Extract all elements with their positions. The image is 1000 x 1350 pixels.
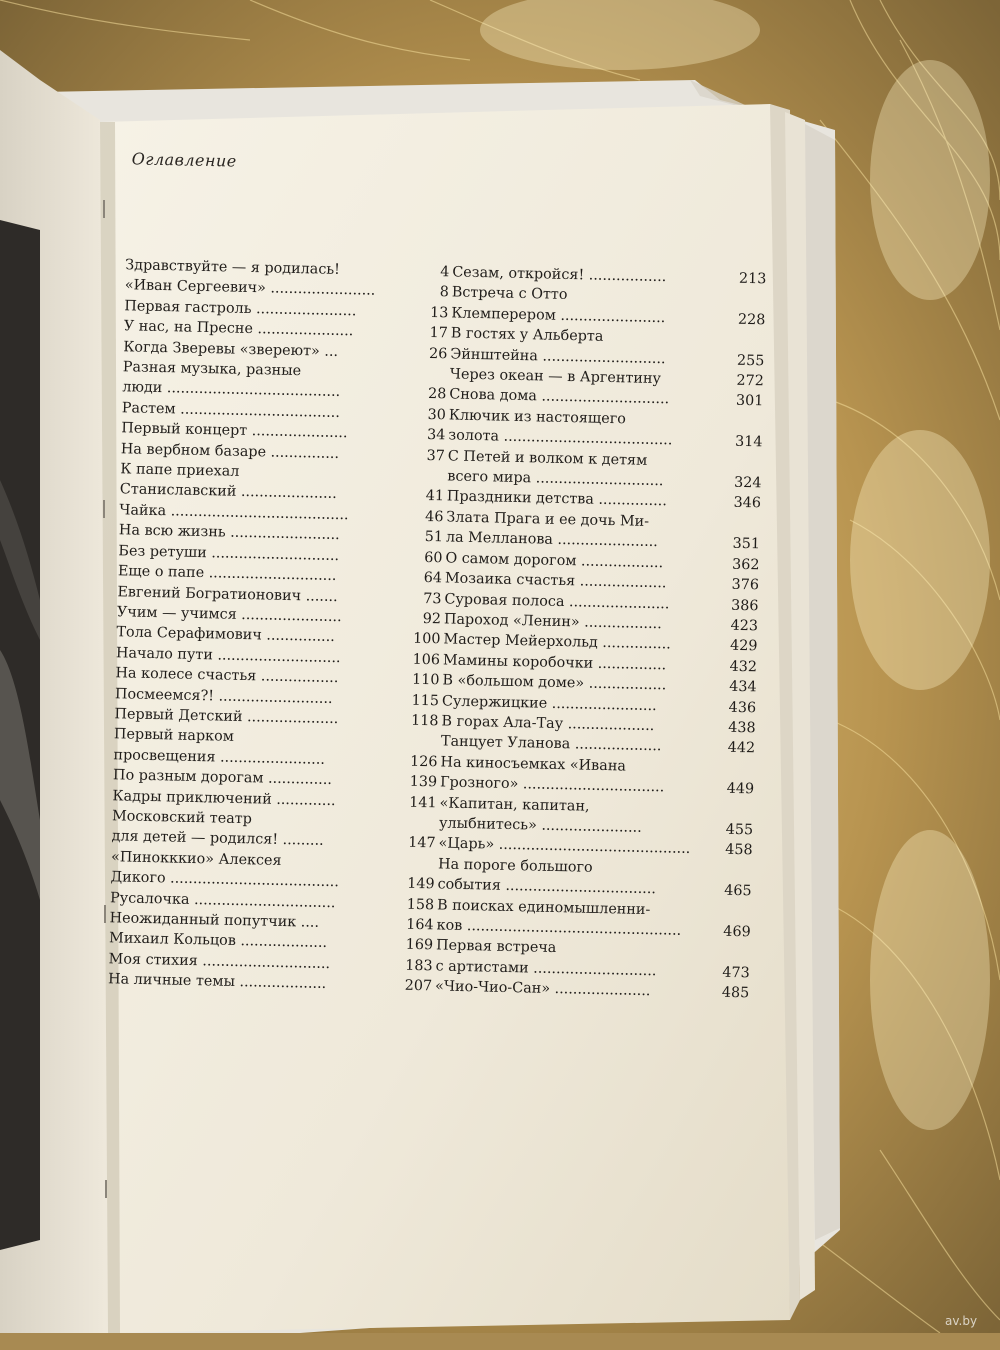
toc-entry-title: «Чио-Чио-Сан» ..................... — [434, 978, 651, 1000]
toc-entry-title: Злата Прага и ее дочь Ми- — [446, 509, 650, 530]
toc-entry-title: Первый Детский .................... — [114, 706, 339, 728]
toc-entry-page: 438 — [727, 719, 756, 737]
toc-entry-page: 8 — [439, 284, 449, 301]
toc-entry-title: «Иван Сергеевич» ....................... — [124, 277, 376, 300]
toc-entry-page: 37 — [426, 447, 446, 465]
toc-entry-page: 64 — [423, 570, 443, 587]
toc-entry-title: Русалочка ............................... — [109, 889, 336, 911]
toc-entry-title: события ................................. — [437, 876, 657, 898]
toc-entry-title: Кадры приключений ............. — [112, 787, 336, 809]
toc-entry-page: 141 — [408, 794, 437, 811]
toc-entry-page: 429 — [729, 638, 758, 655]
toc-entry-page: 183 — [405, 957, 433, 975]
toc-entry — [439, 752, 755, 799]
toc-entry — [111, 806, 436, 853]
toc-entry — [445, 507, 761, 554]
toc-entry-title: Первая встреча — [435, 937, 557, 957]
toc-entry-title: Посмеемся?! ......................... — [114, 685, 333, 707]
toc-entry — [447, 446, 762, 493]
toc-entry-page: 158 — [406, 896, 435, 913]
toc-entry-page: 17 — [429, 325, 449, 342]
toc-entry-title: В «большом доме» ................. — [442, 672, 667, 694]
toc-entry-title: Евгений Богратионович ....... — [117, 583, 338, 605]
toc-entry-title: Сулержицкие ....................... — [441, 692, 657, 714]
toc-entry — [437, 854, 752, 901]
toc-entry-page: 147 — [408, 835, 436, 852]
toc-entry-page: 458 — [725, 842, 753, 859]
toc-entry-title: На киносъемках «Ивана — [440, 754, 627, 775]
toc-entry-title: Эйнштейна ........................... — [450, 346, 666, 367]
toc-entry-page: 26 — [428, 345, 448, 362]
toc-entry-title: Праздники детства ............... — [446, 488, 668, 510]
toc-entry-title: Первая гастроль ...................... — [124, 298, 357, 320]
toc-entry-page: 164 — [406, 916, 434, 934]
toc-entry-title: люди ...................................... — [122, 379, 341, 401]
toc-entry-title: На всю жизнь ........................ — [118, 522, 340, 544]
toc-entry-title: с артистами ........................... — [435, 958, 657, 980]
toc-entry-title: Начало пути ........................... — [115, 644, 341, 666]
toc-entry — [122, 357, 447, 404]
toc-entry-title: Моя стихия ............................ — [108, 951, 331, 972]
toc-entry — [119, 459, 445, 506]
toc-entry-page: 376 — [731, 576, 760, 594]
toc-entry-title: Мастер Мейерхольд ............... — [443, 631, 672, 653]
toc-entry-title: ла Мелланова ...................... — [445, 529, 659, 551]
toc-entry-title: Танцует Уланова ................... — [440, 733, 662, 755]
toc-entry-title: Еще о папе ............................ — [117, 563, 337, 585]
toc-entry-title: На пороге большого — [437, 856, 593, 876]
toc-entry-title: Мозаика счастья ................... — [444, 570, 667, 592]
toc-entry-page: 46 — [424, 508, 444, 526]
toc-entry — [436, 895, 751, 942]
toc-entry-title: «Пинокккио» Алексея — [110, 848, 282, 869]
toc-entry — [435, 936, 750, 983]
toc-entry-page: 324 — [733, 474, 762, 492]
toc-entry-page: 149 — [407, 875, 435, 893]
toc-entry-page: 34 — [426, 427, 446, 444]
toc-entry-page: 92 — [422, 610, 442, 628]
toc-column-right — [434, 262, 767, 1003]
toc-entry-title: Тола Серафимович ............... — [116, 624, 335, 646]
toc-entry-title: Ключик из настоящего — [448, 407, 627, 428]
toc-entry-page: 228 — [737, 311, 766, 329]
toc-entry-title: золота ..................................... — [448, 427, 673, 449]
toc-entry-title: Здравствуйте — я родилась! — [125, 257, 341, 278]
toc-entry-page: 106 — [412, 651, 441, 669]
toc-entry-title: ков ............................................... — [436, 917, 682, 939]
toc-entry-title: Когда Зверевы «зверeют» ... — [123, 338, 339, 360]
toc-entry — [450, 324, 765, 371]
toc-entry-title: Суровая полоса ...................... — [444, 590, 670, 612]
toc-entry-page: 115 — [411, 692, 440, 709]
toc-entry-title: О самом дорогом .................. — [445, 550, 664, 571]
watermark: av.by — [945, 1314, 978, 1328]
toc-entry-title: «Капитан, капитан, — [439, 794, 590, 815]
toc-entry-page: 455 — [725, 821, 754, 839]
toc-entry-title: Мамины коробочки ............... — [442, 652, 667, 674]
toc-entry-title: В поисках единомышленни- — [436, 897, 651, 918]
toc-entry-page: 301 — [735, 393, 764, 410]
toc-entry-page: 4 — [439, 264, 450, 281]
toc-entry-page: 432 — [729, 658, 758, 676]
toc-entry-page: 13 — [429, 304, 449, 322]
toc-entry-page: 30 — [427, 406, 447, 424]
toc-entry-page: 442 — [727, 740, 756, 757]
toc-entry-title: «Царь» .......................................... — [438, 835, 691, 858]
toc-entry-page: 139 — [409, 773, 438, 791]
toc-entry — [110, 847, 435, 894]
toc-entry-page: 28 — [427, 386, 447, 403]
toc-entry-title: По разным дорогам .............. — [112, 767, 333, 789]
toc-entry-page: 60 — [423, 549, 443, 567]
toc-entry-page: 469 — [723, 923, 751, 941]
toc-entry-title: Встреча с Отто — [451, 284, 568, 304]
toc-entry-title: Грозного» ............................... — [439, 774, 665, 796]
toc-entry-title: Снова дома ............................ — [449, 386, 670, 408]
toc-entry-page: 110 — [411, 671, 440, 689]
toc-entry — [438, 793, 754, 840]
toc-entry-title: просвещения ....................... — [113, 746, 326, 768]
toc-entry-page: 449 — [726, 780, 755, 798]
toc-entry-page: 73 — [423, 590, 442, 607]
toc-entry-title: Клемперером ....................... — [451, 305, 666, 326]
toc-entry-title: К папе приехал — [120, 461, 240, 480]
toc-entry-title: На колесе счастья ................. — [115, 665, 339, 687]
toc-entry-title: Учим — учимся ...................... — [116, 604, 342, 626]
toc-entry-page: 272 — [736, 372, 765, 390]
toc-entry-title: Дикого ..................................... — [110, 869, 340, 891]
toc-entry-title: В горах Ала-Тау ................... — [441, 713, 655, 735]
toc-entry-page: 386 — [730, 597, 759, 614]
toc-entry-title: Разная музыка, разные — [122, 359, 302, 380]
toc-entry-title: Растем ................................... — [121, 400, 341, 421]
toc-entry-title: Без ретуши ............................ — [118, 542, 340, 564]
toc-entry-title: В гостях у Альберта — [450, 325, 604, 346]
toc-entry-page: 314 — [734, 433, 763, 451]
toc-entry-page: 41 — [425, 488, 445, 505]
toc-entry-title: улыбнитесь» ...................... — [438, 815, 642, 836]
toc-entry-page: 362 — [731, 556, 760, 574]
toc-entry-title: На личные темы ................... — [107, 971, 327, 993]
toc-entry — [113, 725, 438, 772]
toc-entry-title: Станиславский ..................... — [119, 481, 337, 503]
toc-entry-page: 126 — [409, 753, 438, 771]
toc-entry-title: Первый нарком — [113, 726, 235, 746]
toc-entry-page: 346 — [733, 495, 762, 512]
toc-entry-page: 465 — [724, 882, 752, 900]
toc-entry-title: На вербном базаре ............... — [120, 440, 340, 462]
toc-entry-page: 118 — [410, 712, 439, 730]
toc-entry-title: Сезам, откройся! ................. — [452, 264, 667, 286]
toc-entry-title: Неожиданный попутчик .... — [109, 910, 320, 931]
toc-entry-title: Через океан — в Аргентину — [449, 366, 662, 388]
toc-entry-page: 485 — [721, 984, 750, 1002]
toc-entry-page: 351 — [732, 536, 761, 553]
toc-entry-page: 436 — [728, 699, 757, 716]
toc-entry-page: 473 — [722, 964, 750, 982]
toc-column-left — [107, 255, 450, 996]
toc-entry-title: Чайка ....................................... — [119, 502, 349, 524]
toc-entry-page: 255 — [736, 352, 765, 369]
toc-entry-title: Пароход «Ленин» ................. — [443, 611, 662, 633]
toc-entry-title: У нас, на Пресне ..................... — [123, 318, 354, 340]
toc-entry-page: 51 — [424, 529, 444, 546]
toc-entry-title: Первый концерт ..................... — [121, 420, 348, 442]
toc-entry — [451, 283, 766, 330]
toc-title: Оглавление — [131, 149, 237, 171]
toc-entry-title: Московский театр — [111, 808, 253, 828]
toc-entry-page: 207 — [404, 977, 433, 995]
toc-entry-title: С Петей и волком к детям — [447, 448, 648, 469]
toc-entry — [448, 405, 763, 452]
toc-entry-page: 423 — [730, 617, 759, 635]
toc-entry-title: всего мира ............................ — [447, 468, 664, 490]
toc-entry-title: для детей — родился! ......... — [111, 828, 324, 850]
toc-entry-page: 100 — [412, 631, 441, 648]
toc-entry-page: 434 — [728, 678, 757, 696]
toc-entry-page: 213 — [738, 270, 767, 288]
toc-entry-title: Михаил Кольцов ................... — [108, 930, 328, 952]
toc-entry-page: 169 — [405, 937, 434, 954]
